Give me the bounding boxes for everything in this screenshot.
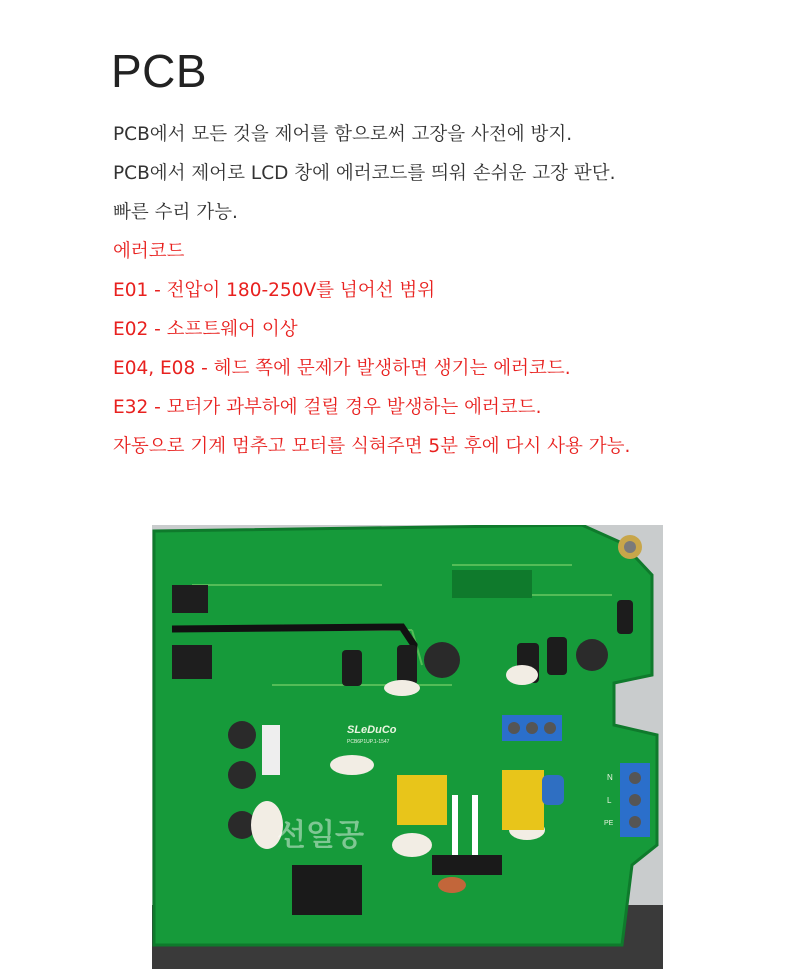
error-code-item: E32 - 모터가 과부하에 걸릴 경우 발생하는 에러코드. — [113, 397, 542, 418]
page-title: PCB — [111, 45, 208, 97]
watermark: 선일공 — [277, 818, 364, 853]
description-line: PCB에서 제어로 LCD 창에 에러코드를 띄워 손쉬운 고장 판단. — [113, 163, 616, 184]
description-line: 빠른 수리 가능. — [113, 202, 238, 223]
error-code-item: E01 - 전압이 180-250V를 넘어선 범위 — [113, 280, 436, 301]
error-codes-heading: 에러코드 — [113, 241, 185, 262]
error-code-item: E02 - 소프트웨어 이상 — [113, 319, 298, 340]
board-label: SLeDuCo — [347, 724, 397, 736]
terminal-label-n: N — [607, 773, 613, 782]
part-number: PCB6P1UP.1-1547 — [347, 739, 390, 745]
error-code-item: E04, E08 - 헤드 쪽에 문제가 발생하면 생기는 에러코드. — [113, 358, 571, 379]
description-line: PCB에서 모든 것을 제어를 함으로써 고장을 사전에 방지. — [113, 124, 573, 145]
error-code-note: 자동으로 기계 멈추고 모터를 식혀주면 5분 후에 다시 사용 가능. — [113, 436, 631, 457]
text-block — [113, 119, 630, 470]
terminal-label-l: L — [607, 796, 612, 805]
pcb-photo — [152, 525, 663, 969]
terminal-label-pe: PE — [604, 820, 614, 827]
